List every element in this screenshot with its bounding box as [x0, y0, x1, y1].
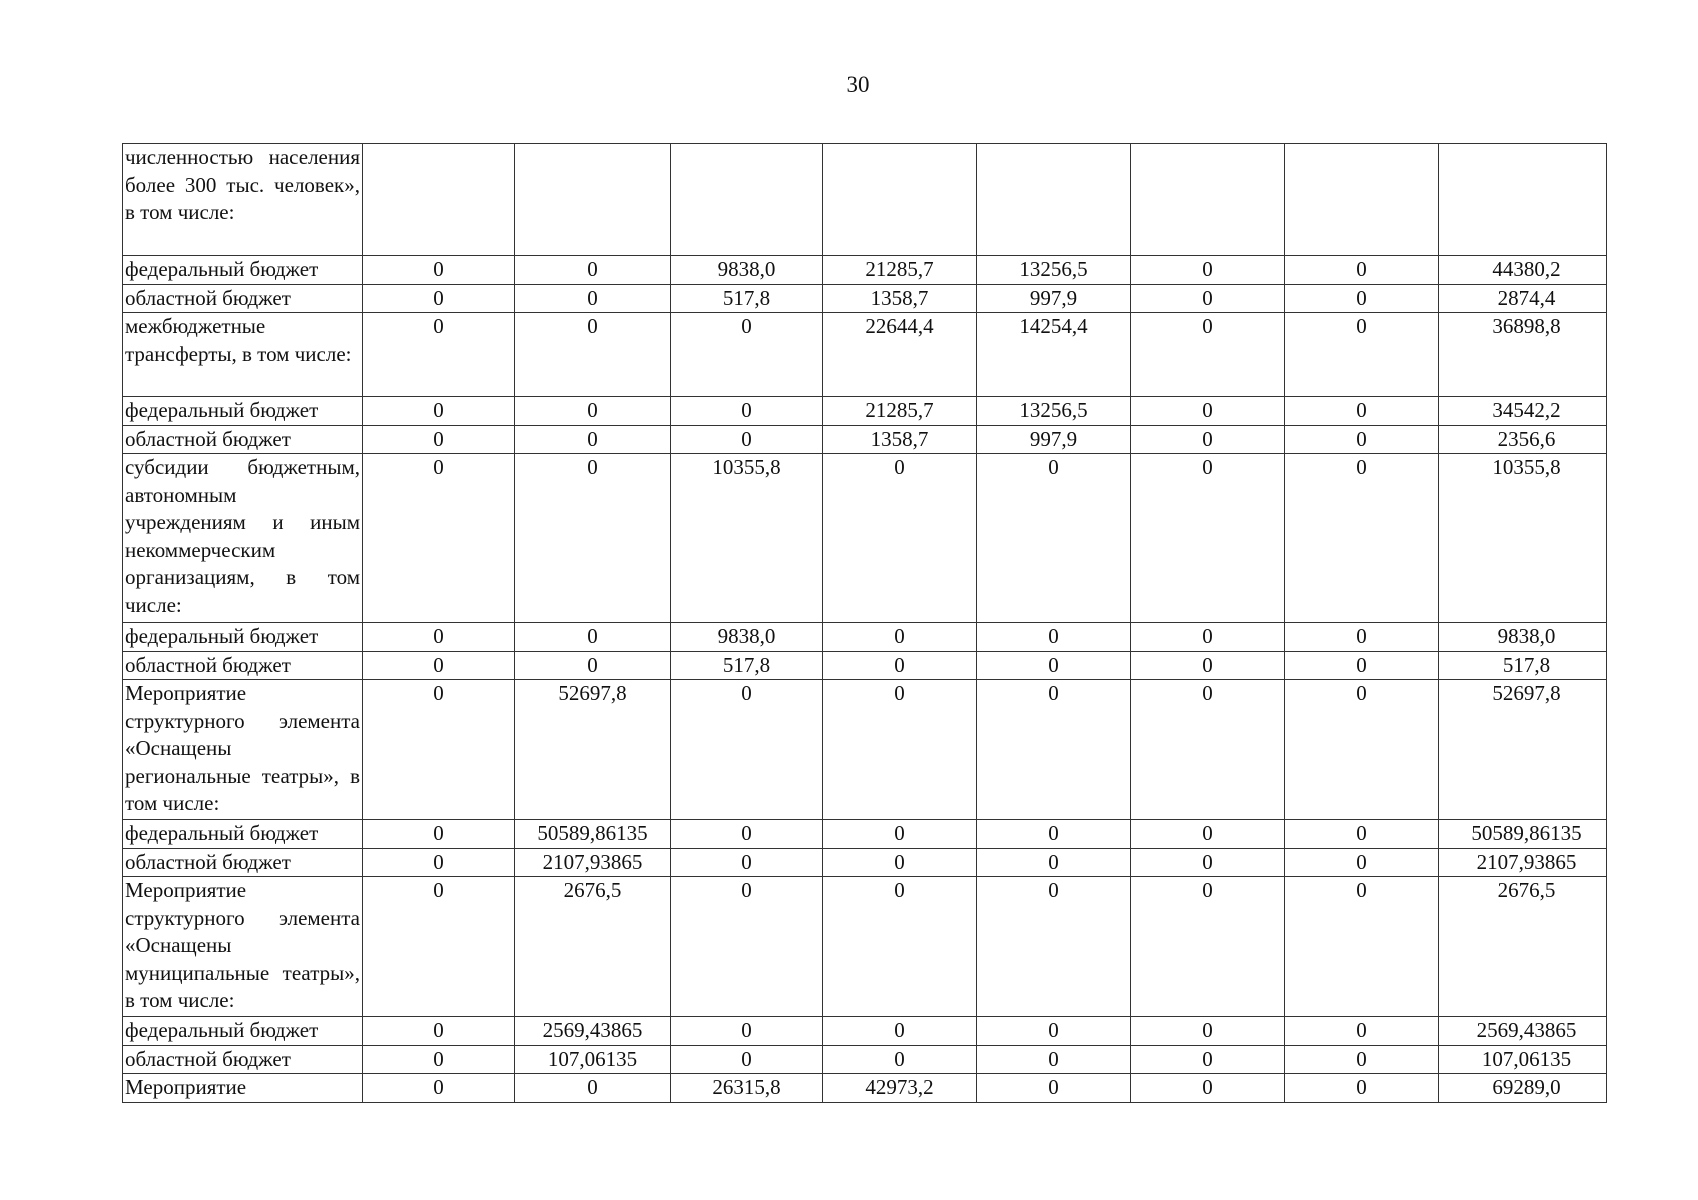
value-cell: 2107,93865	[515, 848, 671, 877]
table-row	[123, 651, 1607, 680]
value-cell: 2569,43865	[515, 1017, 671, 1046]
value-cell: 0	[363, 454, 515, 623]
value-cell: 10355,8	[671, 454, 823, 623]
value-cell: 0	[1131, 651, 1285, 680]
table-row	[123, 623, 1607, 652]
total-cell: 2569,43865	[1439, 1017, 1607, 1046]
value-cell: 0	[977, 877, 1131, 1017]
value-cell: 21285,7	[823, 397, 977, 426]
value-cell	[515, 144, 671, 256]
table-row	[123, 820, 1607, 849]
value-cell: 517,8	[671, 651, 823, 680]
value-cell: 14254,4	[977, 313, 1131, 397]
value-cell: 0	[823, 1017, 977, 1046]
value-cell: 50589,86135	[515, 820, 671, 849]
value-cell: 0	[1285, 1074, 1439, 1103]
value-cell: 0	[1131, 397, 1285, 426]
value-cell: 0	[977, 1074, 1131, 1103]
value-cell: 0	[671, 1017, 823, 1046]
row-label: областной бюджет	[123, 284, 363, 313]
value-cell: 0	[363, 1017, 515, 1046]
value-cell: 0	[671, 848, 823, 877]
value-cell: 0	[515, 1074, 671, 1103]
table-body	[123, 144, 1607, 1103]
value-cell: 9838,0	[671, 256, 823, 285]
value-cell: 0	[977, 1017, 1131, 1046]
value-cell: 0	[1131, 425, 1285, 454]
row-label: федеральный бюджет	[123, 623, 363, 652]
value-cell: 0	[977, 651, 1131, 680]
table-row	[123, 1045, 1607, 1074]
table-row	[123, 454, 1607, 623]
value-cell: 0	[1285, 313, 1439, 397]
value-cell: 21285,7	[823, 256, 977, 285]
value-cell: 0	[1131, 454, 1285, 623]
table-row	[123, 313, 1607, 397]
value-cell: 0	[363, 848, 515, 877]
value-cell: 997,9	[977, 284, 1131, 313]
value-cell: 13256,5	[977, 256, 1131, 285]
value-cell: 0	[1285, 1017, 1439, 1046]
value-cell: 0	[363, 680, 515, 820]
value-cell: 0	[823, 454, 977, 623]
value-cell: 0	[671, 1045, 823, 1074]
row-label: областной бюджет	[123, 1045, 363, 1074]
table-row	[123, 1017, 1607, 1046]
value-cell: 0	[1131, 877, 1285, 1017]
row-label: Мероприятие структурного элемента «Оснащены региональные театры», в том числе:	[123, 680, 363, 820]
value-cell: 1358,7	[823, 284, 977, 313]
value-cell: 0	[671, 313, 823, 397]
value-cell	[363, 144, 515, 256]
value-cell: 0	[363, 1045, 515, 1074]
value-cell	[1285, 144, 1439, 256]
total-cell: 2874,4	[1439, 284, 1607, 313]
total-cell: 52697,8	[1439, 680, 1607, 820]
value-cell: 0	[363, 877, 515, 1017]
value-cell	[1131, 144, 1285, 256]
row-label: областной бюджет	[123, 651, 363, 680]
value-cell: 997,9	[977, 425, 1131, 454]
value-cell: 0	[1131, 313, 1285, 397]
value-cell: 0	[977, 820, 1131, 849]
row-label: межбюджетные трансферты, в том числе:	[123, 313, 363, 397]
value-cell: 0	[515, 651, 671, 680]
value-cell: 0	[1285, 848, 1439, 877]
value-cell: 0	[515, 284, 671, 313]
value-cell: 1358,7	[823, 425, 977, 454]
page-number: 30	[846, 72, 870, 97]
value-cell	[823, 144, 977, 256]
value-cell: 2676,5	[515, 877, 671, 1017]
value-cell	[977, 144, 1131, 256]
value-cell: 0	[363, 425, 515, 454]
value-cell: 0	[1285, 454, 1439, 623]
value-cell: 52697,8	[515, 680, 671, 820]
row-label: федеральный бюджет	[123, 1017, 363, 1046]
row-label: федеральный бюджет	[123, 256, 363, 285]
total-cell: 36898,8	[1439, 313, 1607, 397]
value-cell: 0	[515, 454, 671, 623]
budget-table	[122, 143, 1607, 1103]
value-cell: 0	[515, 313, 671, 397]
value-cell: 22644,4	[823, 313, 977, 397]
value-cell: 0	[1285, 284, 1439, 313]
row-label: субсидии бюджетным, автономным учреждениям и иным некоммерческим организациям, в том числе:	[123, 454, 363, 623]
row-label: областной бюджет	[123, 848, 363, 877]
value-cell: 0	[671, 820, 823, 849]
total-cell: 2676,5	[1439, 877, 1607, 1017]
value-cell: 0	[1131, 1074, 1285, 1103]
table-row	[123, 1074, 1607, 1103]
value-cell: 0	[823, 651, 977, 680]
value-cell: 0	[363, 313, 515, 397]
value-cell: 0	[1285, 651, 1439, 680]
value-cell: 0	[1285, 877, 1439, 1017]
value-cell: 0	[671, 680, 823, 820]
table-row	[123, 144, 1607, 256]
value-cell: 0	[823, 680, 977, 820]
value-cell: 0	[977, 680, 1131, 820]
table-row	[123, 397, 1607, 426]
total-cell: 34542,2	[1439, 397, 1607, 426]
total-cell: 517,8	[1439, 651, 1607, 680]
value-cell: 0	[1131, 1045, 1285, 1074]
value-cell: 0	[363, 397, 515, 426]
total-cell	[1439, 144, 1607, 256]
value-cell	[671, 144, 823, 256]
value-cell: 0	[823, 820, 977, 849]
value-cell: 0	[363, 284, 515, 313]
total-cell: 50589,86135	[1439, 820, 1607, 849]
value-cell: 0	[1285, 1045, 1439, 1074]
value-cell: 0	[823, 848, 977, 877]
value-cell: 0	[1285, 820, 1439, 849]
value-cell: 0	[1131, 623, 1285, 652]
row-label: федеральный бюджет	[123, 820, 363, 849]
value-cell: 0	[671, 425, 823, 454]
total-cell: 2356,6	[1439, 425, 1607, 454]
value-cell: 107,06135	[515, 1045, 671, 1074]
value-cell: 0	[671, 877, 823, 1017]
value-cell: 0	[823, 877, 977, 1017]
value-cell: 0	[977, 454, 1131, 623]
value-cell: 9838,0	[671, 623, 823, 652]
value-cell: 0	[363, 651, 515, 680]
value-cell: 0	[1131, 256, 1285, 285]
value-cell: 0	[977, 623, 1131, 652]
value-cell: 0	[515, 425, 671, 454]
value-cell: 0	[1285, 397, 1439, 426]
table-row	[123, 848, 1607, 877]
total-cell: 44380,2	[1439, 256, 1607, 285]
value-cell: 0	[515, 623, 671, 652]
total-cell: 69289,0	[1439, 1074, 1607, 1103]
total-cell: 9838,0	[1439, 623, 1607, 652]
table-row	[123, 877, 1607, 1017]
value-cell: 0	[363, 623, 515, 652]
value-cell: 0	[1131, 284, 1285, 313]
value-cell: 0	[823, 623, 977, 652]
value-cell: 0	[363, 820, 515, 849]
value-cell: 0	[1131, 680, 1285, 820]
value-cell: 0	[363, 1074, 515, 1103]
value-cell: 0	[977, 848, 1131, 877]
table-row	[123, 425, 1607, 454]
row-label: Мероприятие	[123, 1074, 363, 1103]
value-cell: 0	[1131, 1017, 1285, 1046]
value-cell: 0	[1285, 680, 1439, 820]
value-cell: 0	[671, 397, 823, 426]
value-cell: 0	[1285, 425, 1439, 454]
value-cell: 26315,8	[671, 1074, 823, 1103]
total-cell: 2107,93865	[1439, 848, 1607, 877]
value-cell: 0	[363, 256, 515, 285]
value-cell: 0	[977, 1045, 1131, 1074]
value-cell: 0	[515, 256, 671, 285]
value-cell: 0	[1131, 848, 1285, 877]
table-row	[123, 680, 1607, 820]
row-label: областной бюджет	[123, 425, 363, 454]
total-cell: 107,06135	[1439, 1045, 1607, 1074]
value-cell: 0	[823, 1045, 977, 1074]
value-cell: 0	[1285, 256, 1439, 285]
value-cell: 0	[515, 397, 671, 426]
row-label: Мероприятие структурного элемента «Оснащены муниципальные театры», в том числе:	[123, 877, 363, 1017]
table-row	[123, 256, 1607, 285]
row-label: федеральный бюджет	[123, 397, 363, 426]
value-cell: 0	[1285, 623, 1439, 652]
total-cell: 10355,8	[1439, 454, 1607, 623]
value-cell: 517,8	[671, 284, 823, 313]
value-cell: 0	[1131, 820, 1285, 849]
value-cell: 13256,5	[977, 397, 1131, 426]
table-row	[123, 284, 1607, 313]
value-cell: 42973,2	[823, 1074, 977, 1103]
row-label: численностью населения более 300 тыс. человек», в том числе:	[123, 144, 363, 256]
